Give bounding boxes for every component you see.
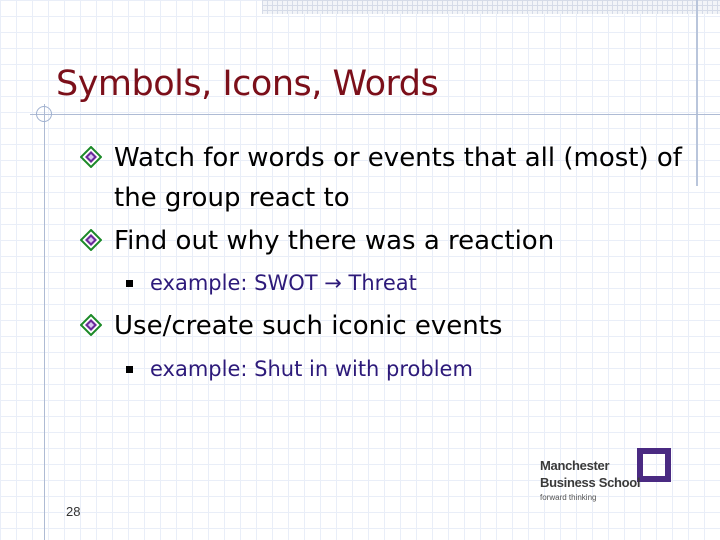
diamond-bullet-icon	[80, 314, 102, 340]
slide-title: Symbols, Icons, Words	[56, 64, 439, 104]
square-bullet-icon	[126, 280, 133, 287]
sub-bullet-item	[126, 354, 686, 384]
crosshair-circle-decoration	[36, 106, 52, 122]
logo-square-icon	[637, 448, 671, 482]
left-vertical-rule	[44, 104, 45, 540]
manchester-business-school-logo	[536, 444, 676, 524]
logo-line1: Manchester	[540, 458, 610, 473]
logo-tagline: forward thinking	[540, 493, 597, 502]
bullet-item	[80, 221, 720, 261]
sub-bullet-text: example: SWOT → Threat	[150, 271, 417, 295]
diamond-bullet-icon	[80, 229, 102, 255]
sub-bullet-item	[126, 268, 686, 298]
corner-grid-decoration	[262, 0, 720, 14]
diamond-bullet-icon	[80, 146, 102, 172]
page-number: 28	[66, 504, 81, 519]
square-bullet-icon	[126, 366, 133, 373]
bullet-text: Watch for words or events that all (most) of the group react to	[114, 143, 682, 213]
bullet-item	[80, 138, 720, 218]
bullet-text: Use/create such iconic events	[114, 311, 503, 341]
logo-line2: Business School	[540, 475, 641, 490]
bullet-text: Find out why there was a reaction	[114, 226, 555, 256]
bullet-item	[80, 306, 720, 346]
title-horizontal-rule	[30, 114, 720, 115]
sub-bullet-text: example: Shut in with problem	[150, 357, 473, 381]
